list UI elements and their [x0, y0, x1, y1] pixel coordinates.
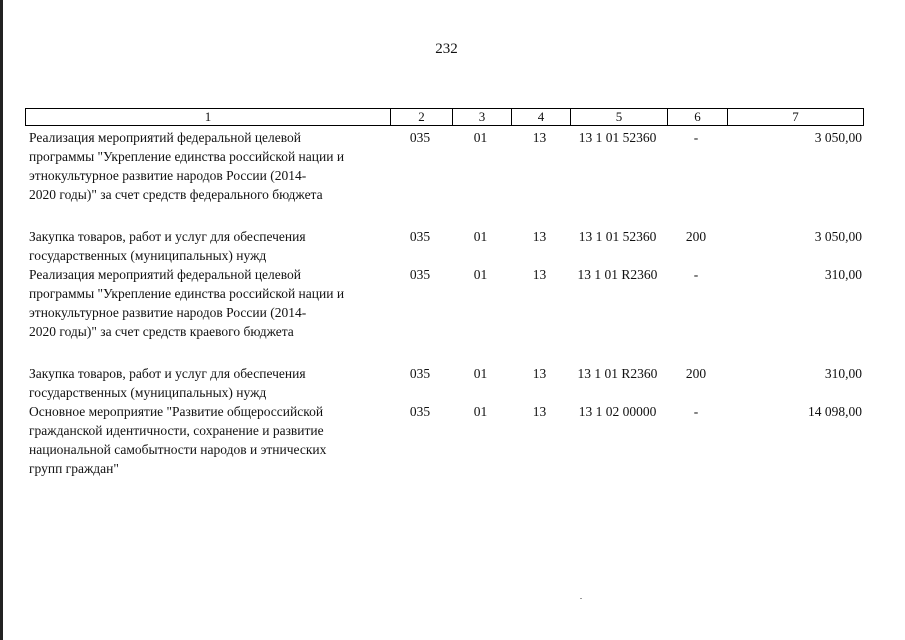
- row-name-line: 2020 годы)" за счет средств краевого бюджета: [29, 324, 294, 339]
- row-code-2: 035: [409, 366, 431, 381]
- row-code-5: 13 1 01 R2360: [577, 267, 658, 282]
- table-header-row: [25, 108, 864, 126]
- row-name-line: Закупка товаров, работ и услуг для обеспечения: [29, 229, 306, 244]
- page-number: 232: [435, 41, 458, 57]
- row-amount: 310,00: [824, 366, 862, 381]
- row-code-6: -: [693, 267, 699, 282]
- row-amount: 310,00: [824, 267, 862, 282]
- row-code-2: 035: [409, 130, 431, 145]
- row-name-line: 2020 годы)" за счет средств федерального бюджета: [29, 187, 323, 202]
- row-code-4: 13: [532, 229, 547, 244]
- row-code-3: 01: [473, 267, 488, 282]
- row-name-line: государственных (муниципальных) нужд: [29, 385, 267, 400]
- header-col-2: 2: [390, 109, 452, 125]
- row-amount: 14 098,00: [808, 404, 862, 419]
- row-name-line: государственных (муниципальных) нужд: [29, 248, 267, 263]
- row-code-3: 01: [473, 130, 488, 145]
- row-code-5: 13 1 01 52360: [578, 130, 657, 145]
- row-code-3: 01: [473, 404, 488, 419]
- row-name-line: этнокультурное развитие народов России (2014-: [29, 168, 307, 183]
- row-code-6: -: [693, 130, 699, 145]
- row-code-4: 13: [532, 366, 547, 381]
- header-col-6: 6: [667, 109, 727, 125]
- row-code-6: 200: [685, 229, 707, 244]
- row-code-4: 13: [532, 130, 547, 145]
- row-amount: 3 050,00: [814, 130, 862, 145]
- row-name-line: программы "Укрепление единства российской нации и: [29, 286, 345, 301]
- row-name-line: Реализация мероприятий федеральной целевой: [29, 130, 302, 145]
- header-col-4: 4: [511, 109, 570, 125]
- row-code-4: 13: [532, 267, 547, 282]
- row-name-line: национальной самобытности народов и этнических: [29, 442, 327, 457]
- row-name: [29, 227, 389, 265]
- row-name-line: Реализация мероприятий федеральной целевой: [29, 267, 302, 282]
- row-code-3: 01: [473, 366, 488, 381]
- row-name: [29, 364, 389, 402]
- page-left-edge: [0, 0, 3, 640]
- row-name: [29, 265, 389, 341]
- scan-speck: [580, 598, 582, 599]
- row-code-2: 035: [409, 229, 431, 244]
- row-name-line: гражданской идентичности, сохранение и развитие: [29, 423, 324, 438]
- row-name-line: Основное мероприятие "Развитие общероссийской: [29, 404, 324, 419]
- row-code-3: 01: [473, 229, 488, 244]
- header-col-3: 3: [452, 109, 511, 125]
- row-name-line: Закупка товаров, работ и услуг для обеспечения: [29, 366, 306, 381]
- row-code-2: 035: [409, 404, 431, 419]
- row-code-6: 200: [685, 366, 707, 381]
- row-name-line: групп граждан": [29, 461, 119, 476]
- header-col-5: 5: [570, 109, 667, 125]
- row-code-5: 13 1 01 R2360: [577, 366, 658, 381]
- header-col-7: 7: [727, 109, 863, 125]
- row-name-line: программы "Укрепление единства российской нации и: [29, 149, 345, 164]
- row-code-4: 13: [532, 404, 547, 419]
- row-code-2: 035: [409, 267, 431, 282]
- row-code-6: -: [693, 404, 699, 419]
- row-name: [29, 128, 389, 204]
- row-name: [29, 402, 389, 478]
- row-amount: 3 050,00: [814, 229, 862, 244]
- row-code-5: 13 1 01 52360: [578, 229, 657, 244]
- header-col-1: 1: [204, 109, 212, 124]
- row-code-5: 13 1 02 00000: [578, 404, 657, 419]
- row-name-line: этнокультурное развитие народов России (2014-: [29, 305, 307, 320]
